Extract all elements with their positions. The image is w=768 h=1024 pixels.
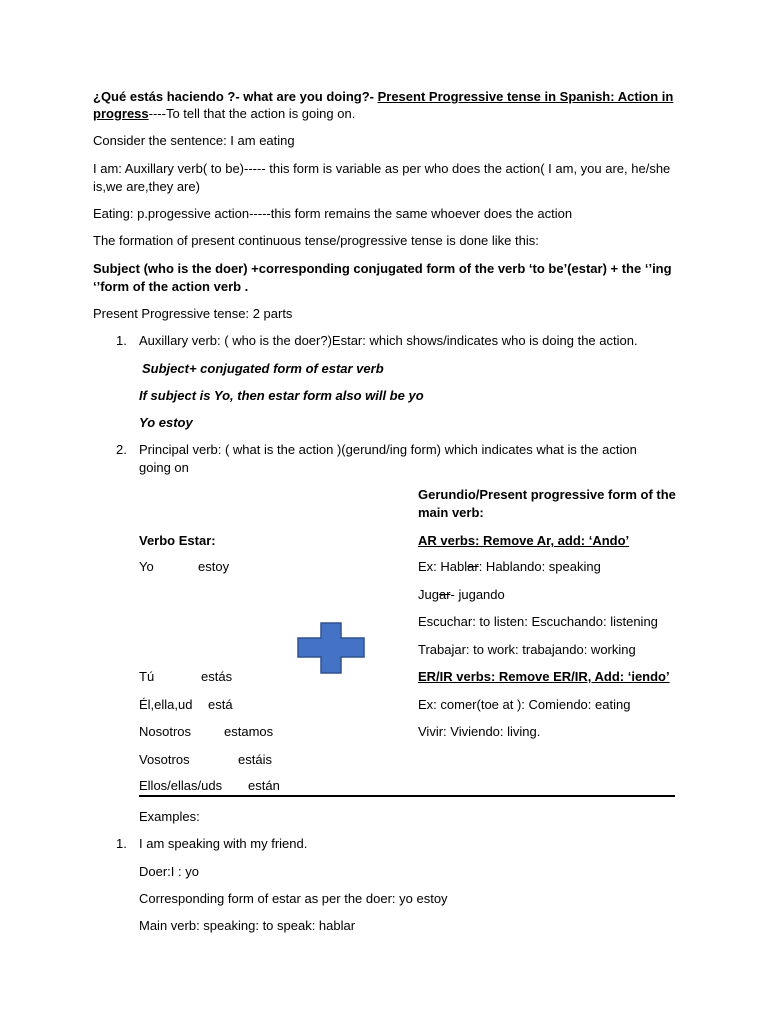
parts-text: Present Progressive tense: 2 parts	[93, 306, 293, 321]
examples-heading: Examples:	[139, 809, 200, 824]
conjugation-form: estáis	[238, 752, 272, 767]
example-estar-form: Corresponding form of estar as per the doer: yo estoy	[139, 891, 448, 906]
ar-verbs-heading: AR verbs: Remove Ar, add: ‘Ando’	[418, 533, 630, 548]
conjugation-form: están	[248, 778, 280, 793]
example-doer: Doer:I : yo	[139, 864, 199, 879]
item1-text: Auxillary verb: ( who is the doer?)Estar: which shows/indicates who is doing the action.	[139, 333, 638, 348]
conjugation-row	[139, 777, 280, 794]
iam-explanation-cont: is,we are,they are)	[93, 179, 200, 194]
conjugation-pronoun: Ellos/ellas/uds	[139, 778, 223, 793]
er-example-1: Ex: comer(toe at ): Comiendo: eating	[418, 697, 631, 712]
title-continuation: progress----To tell that the action is going on.	[93, 106, 356, 121]
ar-example-2: Jugar- jugando	[418, 587, 505, 602]
example-number-1: 1.	[116, 836, 127, 851]
conjugation-pronoun: Vosotros	[139, 752, 190, 767]
conjugation-pronoun: Nosotros	[139, 724, 192, 739]
item2-text: Principal verb: ( what is the action )(gerund/ing form) which indicates what is the action	[139, 442, 637, 457]
formation-text: The formation of present continuous tense/progressive tense is done like this:	[93, 233, 539, 248]
eating-explanation: Eating: p.progessive action-----this form remains the same whoever does the action	[93, 206, 573, 221]
gerundio-header-cont: main verb:	[418, 505, 484, 520]
example-main-verb: Main verb: speaking: to speak: hablar	[139, 918, 356, 933]
iam-explanation: I am: Auxillary verb( to be)----- this form is variable as per who does the action( I am, you are, he/she	[93, 161, 671, 176]
item2-text-cont: going on	[139, 460, 189, 475]
ar-example-3: Escuchar: to listen: Escuchando: listening	[418, 614, 658, 629]
conjugation-row	[139, 723, 273, 740]
item1-sub1: Subject+ conjugated form of estar verb	[142, 361, 384, 376]
list-number-1: 1.	[116, 333, 127, 348]
item1-sub3: Yo estoy	[139, 415, 193, 430]
example-sentence: I am speaking with my friend.	[139, 836, 308, 851]
verbo-estar-header: Verbo Estar:	[139, 533, 216, 548]
er-example-2: Vivir: Viviendo: living.	[418, 724, 541, 739]
list-number-2: 2.	[116, 442, 127, 457]
plus-icon	[297, 622, 365, 674]
conjugation-form: estoy	[198, 559, 230, 574]
gerundio-header: Gerundio/Present progressive form of the	[418, 487, 676, 502]
conjugation-row	[139, 696, 233, 713]
conjugation-pronoun: Tú	[139, 669, 155, 684]
conjugation-pronoun: Yo	[139, 559, 154, 574]
ar-example-4: Trabajar: to work: trabajando: working	[418, 642, 636, 657]
conjugation-row	[139, 558, 229, 575]
er-ir-verbs-heading: ER/IR verbs: Remove ER/IR, Add: ‘iendo’	[418, 669, 670, 684]
conjugation-row	[139, 751, 272, 768]
conjugation-form: estás	[201, 669, 233, 684]
ar-example-1: Ex: Hablar: Hablando: speaking	[418, 559, 601, 574]
page-title: ¿Qué estás haciendo ?- what are you doing?- Present Progressive tense in Spanish: Action in	[93, 89, 674, 104]
conjugation-form: estamos	[224, 724, 274, 739]
conjugation-pronoun: Él,ella,ud	[139, 697, 193, 712]
formula-line-cont: ‘’form of the action verb .	[93, 279, 249, 294]
table-bottom-border	[139, 795, 675, 797]
conjugation-row	[139, 668, 232, 685]
formula-line: Subject (who is the doer) +corresponding conjugated form of the verb ‘to be’(estar) + the ‘’ing	[93, 261, 672, 276]
item1-sub2: If subject is Yo, then estar form also will be yo	[139, 388, 424, 403]
consider-sentence: Consider the sentence: I am eating	[93, 133, 295, 148]
conjugation-form: está	[208, 697, 233, 712]
